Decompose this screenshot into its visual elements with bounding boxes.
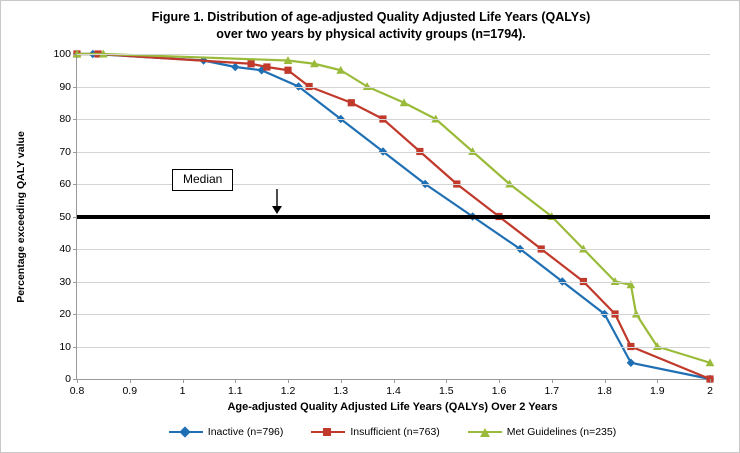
x-tick-mark [710,379,711,383]
y-tick-mark [73,87,77,88]
x-tick-label: 1.9 [649,385,665,397]
data-point-marker [247,60,254,67]
x-axis-title: Age-adjusted Quality Adjusted Life Years (QALYs) Over 2 Years [227,401,558,413]
x-tick-mark [552,379,553,383]
x-tick-mark [235,379,236,383]
gridline [77,282,710,283]
y-tick-mark [73,347,77,348]
median-arrow-icon [267,189,287,218]
y-tick-label: 0 [65,373,71,385]
y-axis-title-text: Percentage exceeding QALY value [15,130,27,303]
x-tick-mark [499,379,500,383]
gridline [77,314,710,315]
data-point-marker [348,99,355,106]
data-point-marker [627,359,635,367]
data-point-marker [231,63,239,71]
legend-swatch-icon [468,427,502,437]
y-tick-mark [73,152,77,153]
legend-label: Insufficient (n=763) [350,426,440,438]
chart-title-line-2: over two years by physical activity groups (n=1794). [216,27,526,41]
y-tick-mark [73,314,77,315]
chart-legend [76,426,709,438]
chart-title [61,9,681,43]
plot-area [53,48,713,397]
gridline [77,347,710,348]
x-tick-mark [183,379,184,383]
y-tick-mark [73,282,77,283]
y-tick-label: 10 [59,340,71,353]
x-tick-label: 1.8 [597,385,612,397]
legend-item[interactable] [468,426,616,438]
legend-swatch-icon [169,427,203,437]
x-tick-label: 1.5 [438,385,454,397]
y-tick-label: 20 [59,308,71,320]
x-tick-label: 1.7 [544,385,560,397]
data-point-marker [263,63,270,70]
gridline [77,54,710,55]
x-tick-label: 1 [179,385,186,397]
legend-label: Met Guidelines (n=235) [506,426,617,438]
x-tick-label: 1.4 [386,385,401,397]
chart-title-line-1: Figure 1. Distribution of age-adjusted Quality Adjusted Life Years (QALYs) [151,10,591,24]
x-tick-mark [288,379,289,383]
x-tick-label: 2 [707,385,713,397]
x-tick-label: 1.6 [491,385,507,397]
x-tick-mark [605,379,606,383]
y-axis-title [13,54,29,379]
x-tick-mark [394,379,395,383]
y-tick-label: 80 [59,113,71,125]
x-tick-mark [446,379,447,383]
median-reference-line [77,215,710,219]
y-tick-label: 70 [59,145,71,158]
y-tick-mark [73,184,77,185]
legend-item[interactable] [311,426,439,438]
gridline [77,87,710,88]
gridline [77,119,710,120]
gridline [77,249,710,250]
y-tick-mark [73,249,77,250]
y-tick-label: 30 [59,275,71,288]
y-tick-mark [73,119,77,120]
x-tick-mark [77,379,78,383]
x-tick-mark [341,379,342,383]
gridline [77,152,710,153]
legend-swatch-icon [311,427,345,437]
legend-label: Inactive (n=796) [207,426,284,438]
x-tick-mark [657,379,658,383]
x-tick-label: 1.3 [333,385,349,397]
x-tick-mark [130,379,131,383]
x-tick-label: 0.9 [122,385,138,397]
x-tick-label: 1.1 [227,385,243,397]
y-tick-mark [73,54,77,55]
x-tick-label: 1.2 [280,385,296,397]
legend-item[interactable] [169,426,284,438]
y-tick-label: 50 [59,210,71,223]
y-tick-label: 40 [59,243,71,255]
median-label: Median [172,169,233,191]
x-tick-label: 0.8 [69,385,85,397]
data-point-marker [284,67,291,74]
y-tick-label: 60 [59,178,71,190]
y-tick-label: 100 [53,48,71,60]
y-tick-label: 90 [59,80,71,93]
